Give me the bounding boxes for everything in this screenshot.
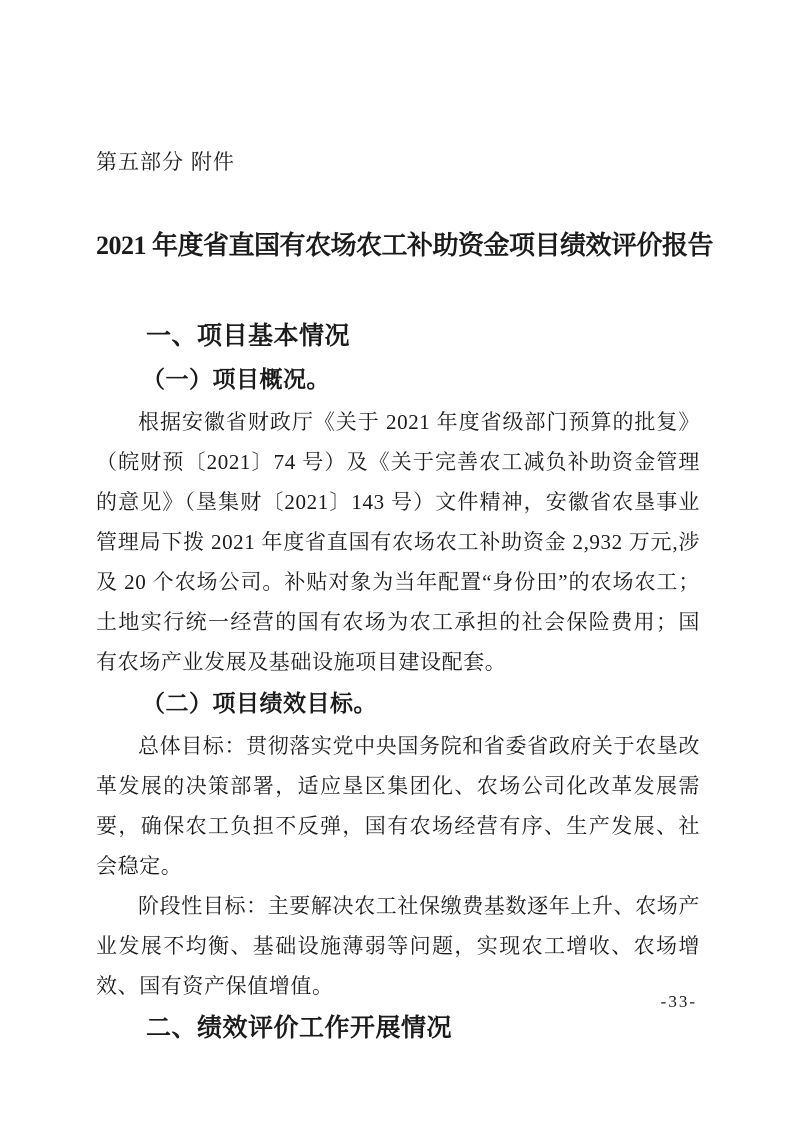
heading-project-basic-info: 一、项目基本情况 [146, 322, 351, 350]
heading-evaluation-work: 二、绩效评价工作开展情况 [146, 1014, 453, 1042]
paragraph-stage-goal: 阶段性目标：主要解决农工社保缴费基数逐年上升、农场产业发展不均衡、基础设施薄弱等问题，实现农工增收、农场增效、国有资产保值增值。 [96, 894, 700, 998]
section-label: 第五部分 附件 [96, 151, 235, 174]
paragraph-project-overview: 根据安徽省财政厅《关于 2021 年度省级部门预算的批复》（皖财预〔2021〕74 号）及《关于完善农工减负补助资金管理的意见》（垦集财〔2021〕143 号）文件精神，安徽省农垦事业管理局下拨 2021 年度省直国有农场农工补助资金 2,932 万元,涉及 20 个农场公司。补贴对象为当年配置“身份田”的农场农工；土地实行统一经营的国有农场为农工承担的社会保险费用；国有农场产业发展及基础设施项目建设配套。 [96, 410, 700, 674]
page-number: -33- [660, 992, 697, 1011]
subheading-performance-goals: （二）项目绩效目标。 [142, 691, 377, 716]
paragraph-overall-goal: 总体目标：贯彻落实党中央国务院和省委省政府关于农垦改革发展的决策部署，适应垦区集团化、农场公司化改革发展需要，确保农工负担不反弹，国有农场经营有序、生产发展、社会稳定。 [96, 734, 700, 878]
subheading-project-overview: （一）项目概况。 [142, 367, 330, 392]
report-title: 2021 年度省直国有农场农工补助资金项目绩效评价报告 [96, 231, 714, 260]
